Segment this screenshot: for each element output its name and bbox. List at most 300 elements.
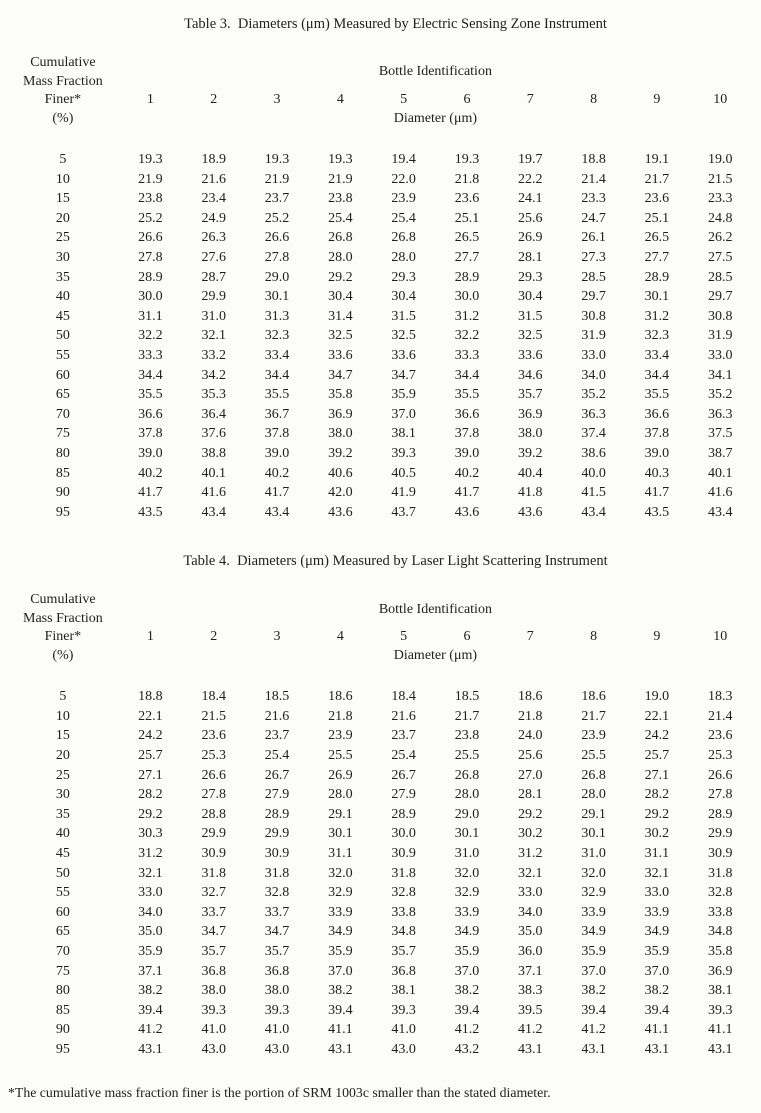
diameter-cell: 43.4 bbox=[581, 504, 606, 520]
table4-data-table bbox=[7, 591, 752, 1059]
diameter-cell: 25.7 bbox=[138, 748, 163, 764]
table-row bbox=[7, 766, 752, 786]
table-row bbox=[7, 248, 752, 268]
diameter-cell: 31.9 bbox=[708, 328, 733, 344]
diameter-cell: 29.2 bbox=[518, 806, 543, 822]
diameter-cell: 34.7 bbox=[264, 924, 290, 940]
row-label-line-1: Cumulative bbox=[30, 592, 96, 608]
table3-header bbox=[7, 54, 752, 128]
table3-body bbox=[7, 128, 752, 522]
diameter-cell: 33.6 bbox=[518, 347, 543, 363]
diameter-cell: 21.4 bbox=[581, 171, 606, 187]
diameter-cell: 39.2 bbox=[328, 445, 353, 461]
diameter-cell: 39.3 bbox=[391, 445, 416, 461]
diameter-cell: 28.0 bbox=[328, 787, 353, 803]
diameter-cell: 38.1 bbox=[391, 983, 416, 999]
table-row bbox=[7, 128, 752, 170]
diameter-cell: 28.2 bbox=[138, 787, 163, 803]
diameter-cell: 43.0 bbox=[264, 1041, 290, 1057]
mass-fraction-cell: 5 bbox=[59, 152, 67, 167]
diameter-cell: 25.5 bbox=[328, 748, 353, 764]
table-row bbox=[7, 883, 752, 903]
bottle-column-header: 10 bbox=[713, 92, 728, 107]
diameter-cell: 32.1 bbox=[518, 865, 543, 881]
table-row bbox=[7, 746, 752, 766]
diameter-cell: 27.1 bbox=[138, 767, 163, 783]
diameter-cell: 33.8 bbox=[708, 904, 733, 920]
diameter-cell: 18.6 bbox=[581, 689, 606, 705]
diameter-cell: 33.0 bbox=[644, 885, 670, 901]
table-row bbox=[7, 1040, 752, 1060]
diameter-cell: 38.1 bbox=[391, 426, 416, 442]
diameter-cell: 21.6 bbox=[201, 171, 226, 187]
diameter-cell: 33.7 bbox=[201, 904, 226, 920]
diameter-cell: 26.9 bbox=[328, 767, 353, 783]
diameter-cell: 36.3 bbox=[708, 406, 733, 422]
diameter-cell: 43.6 bbox=[518, 504, 543, 520]
diameter-cell: 32.3 bbox=[644, 328, 670, 344]
diameter-cell: 26.8 bbox=[581, 767, 606, 783]
diameter-cell: 31.8 bbox=[201, 865, 226, 881]
table3-data-table bbox=[7, 54, 752, 522]
diameter-cell: 41.0 bbox=[391, 1022, 416, 1038]
diameter-cell: 39.5 bbox=[518, 1002, 543, 1018]
diameter-cell: 33.6 bbox=[328, 347, 353, 363]
diameter-cell: 23.3 bbox=[581, 191, 606, 207]
diameter-cell: 37.0 bbox=[581, 963, 606, 979]
table-row bbox=[7, 962, 752, 982]
diameter-cell: 26.6 bbox=[201, 767, 226, 783]
diameter-cell: 22.0 bbox=[391, 171, 416, 187]
diameter-cell: 21.9 bbox=[138, 171, 163, 187]
diameter-cell: 30.4 bbox=[518, 289, 543, 305]
diameter-cell: 30.9 bbox=[708, 846, 733, 862]
diameter-cell: 35.0 bbox=[518, 924, 543, 940]
diameter-cell: 43.1 bbox=[138, 1041, 163, 1057]
diameter-cell: 24.9 bbox=[201, 210, 226, 226]
diameter-cell: 32.7 bbox=[201, 885, 226, 901]
bottle-column-header: 10 bbox=[713, 629, 728, 645]
diameter-cell: 23.3 bbox=[708, 191, 733, 207]
diameter-cell: 32.8 bbox=[264, 885, 290, 901]
bottle-column-header: 4 bbox=[336, 92, 344, 107]
diameter-cell: 32.1 bbox=[201, 328, 226, 344]
diameter-cell: 22.1 bbox=[138, 708, 163, 724]
diameter-cell: 30.1 bbox=[328, 826, 353, 842]
diameter-cell: 24.8 bbox=[708, 210, 733, 226]
row-label-line-2: Mass Fraction bbox=[23, 73, 103, 89]
diameter-cell: 29.2 bbox=[328, 269, 353, 285]
diameter-cell: 29.2 bbox=[138, 806, 163, 822]
diameter-cell: 28.0 bbox=[391, 249, 416, 265]
diameter-cell: 21.8 bbox=[518, 708, 543, 724]
diameter-cell: 30.0 bbox=[454, 289, 480, 305]
diameter-cell: 25.2 bbox=[138, 210, 163, 226]
diameter-cell: 28.9 bbox=[708, 806, 733, 822]
table-row bbox=[7, 268, 752, 288]
diameter-cell: 27.8 bbox=[708, 787, 733, 803]
diameter-cell: 23.9 bbox=[328, 728, 353, 744]
diameter-cell: 40.2 bbox=[454, 465, 480, 481]
diameter-cell: 39.4 bbox=[328, 1002, 353, 1018]
diameter-cell: 26.6 bbox=[264, 230, 290, 246]
diameter-cell: 39.4 bbox=[581, 1002, 606, 1018]
diameter-cell: 27.3 bbox=[581, 249, 606, 265]
diameter-cell: 23.9 bbox=[391, 191, 416, 207]
diameter-cell: 32.0 bbox=[581, 865, 606, 881]
diameter-cell: 33.4 bbox=[264, 347, 290, 363]
diameter-cell: 36.6 bbox=[138, 406, 163, 422]
diameter-cell: 37.6 bbox=[201, 426, 226, 442]
diameter-cell: 30.4 bbox=[328, 289, 353, 305]
diameter-cell: 24.2 bbox=[644, 728, 670, 744]
diameter-cell: 38.0 bbox=[518, 426, 543, 442]
diameter-cell: 31.0 bbox=[201, 308, 226, 324]
diameter-cell: 32.3 bbox=[264, 328, 290, 344]
bottle-column-header: 1 bbox=[146, 629, 154, 645]
diameter-cell: 19.3 bbox=[264, 152, 290, 167]
diameter-cell: 31.8 bbox=[391, 865, 416, 881]
diameter-cell: 30.9 bbox=[264, 846, 290, 862]
bottle-column-header: 6 bbox=[463, 92, 471, 107]
diameter-cell: 33.7 bbox=[264, 904, 290, 920]
diameter-cell: 35.5 bbox=[454, 387, 480, 403]
diameter-cell: 31.5 bbox=[391, 308, 416, 324]
table-row bbox=[7, 405, 752, 425]
table-row bbox=[7, 424, 752, 444]
diameter-cell: 28.8 bbox=[201, 806, 226, 822]
diameter-cell: 29.9 bbox=[708, 826, 733, 842]
diameter-cell: 39.4 bbox=[644, 1002, 670, 1018]
mass-fraction-cell: 55 bbox=[55, 347, 70, 363]
diameter-cell: 35.8 bbox=[328, 387, 353, 403]
diameter-cell: 33.9 bbox=[454, 904, 480, 920]
diameter-cell: 41.6 bbox=[201, 485, 226, 501]
diameter-cell: 25.4 bbox=[328, 210, 353, 226]
diameter-cell: 25.4 bbox=[264, 748, 290, 764]
diameter-cell: 30.9 bbox=[201, 846, 226, 862]
diameter-cell: 23.8 bbox=[328, 191, 353, 207]
diameter-cell: 28.1 bbox=[518, 249, 543, 265]
row-label-line-3: Finer* bbox=[44, 629, 82, 645]
bottle-identification-label: Bottle Identification bbox=[378, 601, 492, 617]
table-row bbox=[7, 824, 752, 844]
row-label-line-3: Finer* bbox=[44, 92, 82, 107]
diameter-cell: 39.0 bbox=[264, 445, 290, 461]
bottle-column-header: 6 bbox=[463, 629, 471, 645]
diameter-cell: 41.7 bbox=[454, 485, 480, 501]
bottle-column-header: 3 bbox=[273, 92, 281, 107]
diameter-cell: 33.3 bbox=[454, 347, 480, 363]
diameter-cell: 26.7 bbox=[391, 767, 416, 783]
diameter-cell: 31.3 bbox=[264, 308, 290, 324]
diameter-cell: 38.0 bbox=[264, 983, 290, 999]
diameter-cell: 19.1 bbox=[644, 152, 670, 167]
diameter-cell: 31.8 bbox=[708, 865, 733, 881]
bottle-column-header: 9 bbox=[653, 92, 661, 107]
diameter-cell: 26.6 bbox=[708, 767, 733, 783]
diameter-cell: 18.8 bbox=[581, 152, 606, 167]
table-row bbox=[7, 209, 752, 229]
diameter-cell: 25.6 bbox=[518, 210, 543, 226]
diameter-cell: 27.8 bbox=[201, 787, 226, 803]
mass-fraction-cell: 90 bbox=[55, 485, 70, 501]
diameter-cell: 35.8 bbox=[708, 944, 733, 959]
diameter-cell: 34.4 bbox=[454, 367, 480, 383]
diameter-cell: 41.7 bbox=[138, 485, 163, 501]
diameter-cell: 27.9 bbox=[391, 787, 416, 803]
table-row bbox=[7, 785, 752, 805]
diameter-cell: 32.2 bbox=[138, 328, 163, 344]
diameter-cell: 27.7 bbox=[644, 249, 670, 265]
diameter-cell: 30.8 bbox=[708, 308, 733, 324]
diameter-cell: 29.0 bbox=[264, 269, 290, 285]
table-row bbox=[7, 287, 752, 307]
mass-fraction-cell: 80 bbox=[55, 445, 70, 461]
diameter-cell: 31.2 bbox=[138, 846, 163, 862]
footnote: *The cumulative mass fraction finer is the portion of SRM 1003c smaller than the stated diameter. bbox=[8, 1084, 551, 1100]
diameter-cell: 36.8 bbox=[391, 963, 416, 979]
mass-fraction-cell: 75 bbox=[55, 426, 70, 442]
diameter-cell: 43.1 bbox=[328, 1041, 353, 1057]
diameter-cell: 33.9 bbox=[644, 904, 670, 920]
diameter-cell: 26.8 bbox=[454, 767, 480, 783]
diameter-cell: 21.5 bbox=[708, 171, 733, 187]
diameter-cell: 34.1 bbox=[708, 367, 733, 383]
diameter-cell: 39.0 bbox=[644, 445, 670, 461]
diameter-cell: 26.7 bbox=[264, 767, 290, 783]
mass-fraction-cell: 95 bbox=[55, 504, 70, 520]
bottle-column-header: 7 bbox=[526, 92, 534, 107]
row-label-line-1: Cumulative bbox=[30, 55, 96, 70]
diameter-cell: 25.6 bbox=[518, 748, 543, 764]
mass-fraction-cell: 65 bbox=[55, 387, 70, 403]
diameter-cell: 32.9 bbox=[581, 885, 606, 901]
diameter-cell: 35.7 bbox=[518, 387, 543, 403]
mass-fraction-cell: 30 bbox=[55, 787, 70, 803]
diameter-cell: 34.4 bbox=[264, 367, 290, 383]
diameter-cell: 18.3 bbox=[708, 689, 733, 705]
diameter-cell: 38.1 bbox=[708, 983, 733, 999]
mass-fraction-cell: 15 bbox=[55, 191, 70, 207]
diameter-cell: 43.5 bbox=[644, 504, 670, 520]
diameter-cell: 34.9 bbox=[644, 924, 670, 940]
diameter-cell: 43.4 bbox=[264, 504, 290, 520]
diameter-cell: 40.2 bbox=[264, 465, 290, 481]
table-row bbox=[7, 665, 752, 707]
mass-fraction-cell: 65 bbox=[55, 924, 70, 940]
diameter-cell: 37.0 bbox=[454, 963, 480, 979]
diameter-cell: 29.9 bbox=[264, 826, 290, 842]
diameter-cell: 18.8 bbox=[138, 689, 163, 705]
diameter-cell: 43.6 bbox=[454, 504, 480, 520]
diameter-cell: 32.5 bbox=[518, 328, 543, 344]
table-row bbox=[7, 228, 752, 248]
bottle-column-header: 5 bbox=[400, 629, 408, 645]
diameter-cell: 28.0 bbox=[454, 787, 480, 803]
diameter-cell: 22.1 bbox=[644, 708, 670, 724]
table-row bbox=[7, 326, 752, 346]
diameter-cell: 35.9 bbox=[644, 944, 670, 959]
diameter-cell: 39.0 bbox=[454, 445, 480, 461]
diameter-cell: 29.9 bbox=[201, 289, 226, 305]
bottle-column-header: 4 bbox=[336, 629, 344, 645]
diameter-cell: 38.0 bbox=[201, 983, 226, 999]
diameter-cell: 36.6 bbox=[644, 406, 670, 422]
diameter-cell: 43.1 bbox=[581, 1041, 606, 1057]
diameter-cell: 33.4 bbox=[644, 347, 670, 363]
diameter-cell: 34.4 bbox=[138, 367, 163, 383]
table-row bbox=[7, 922, 752, 942]
diameter-cell: 30.1 bbox=[644, 289, 670, 305]
diameter-cell: 43.6 bbox=[328, 504, 353, 520]
diameter-cell: 33.6 bbox=[391, 347, 416, 363]
diameter-cell: 18.9 bbox=[201, 152, 226, 167]
diameter-cell: 32.5 bbox=[328, 328, 353, 344]
diameter-cell: 28.9 bbox=[391, 806, 416, 822]
diameter-cell: 41.7 bbox=[644, 485, 670, 501]
diameter-cell: 35.5 bbox=[138, 387, 163, 403]
diameter-cell: 28.1 bbox=[518, 787, 543, 803]
diameter-cell: 35.7 bbox=[264, 944, 290, 959]
diameter-cell: 30.1 bbox=[581, 826, 606, 842]
diameter-cell: 36.9 bbox=[518, 406, 543, 422]
table-row bbox=[7, 483, 752, 503]
diameter-cell: 43.7 bbox=[391, 504, 416, 520]
table-row bbox=[7, 707, 752, 727]
diameter-cell: 38.2 bbox=[644, 983, 670, 999]
diameter-cell: 26.8 bbox=[328, 230, 353, 246]
bottle-column-header: 8 bbox=[590, 629, 598, 645]
diameter-cell: 30.9 bbox=[391, 846, 416, 862]
diameter-cell: 43.4 bbox=[708, 504, 733, 520]
mass-fraction-cell: 10 bbox=[55, 708, 70, 724]
diameter-cell: 21.8 bbox=[328, 708, 353, 724]
table-row bbox=[7, 346, 752, 366]
diameter-cell: 35.3 bbox=[201, 387, 226, 403]
diameter-cell: 34.7 bbox=[391, 367, 416, 383]
diameter-cell: 18.4 bbox=[201, 689, 226, 705]
diameter-cell: 39.4 bbox=[138, 1002, 163, 1018]
mass-fraction-cell: 15 bbox=[55, 728, 70, 744]
diameter-cell: 43.2 bbox=[454, 1041, 480, 1057]
diameter-cell: 35.7 bbox=[391, 944, 416, 959]
diameter-cell: 28.9 bbox=[644, 269, 670, 285]
diameter-cell: 43.1 bbox=[644, 1041, 670, 1057]
diameter-cell: 40.3 bbox=[644, 465, 670, 481]
table-row bbox=[7, 503, 752, 523]
diameter-cell: 31.8 bbox=[264, 865, 290, 881]
mass-fraction-cell: 45 bbox=[55, 846, 70, 862]
diameter-cell: 35.9 bbox=[138, 944, 163, 959]
bottle-identification-label: Bottle Identification bbox=[378, 64, 492, 80]
diameter-cell: 26.6 bbox=[138, 230, 163, 246]
diameter-cell: 25.3 bbox=[708, 748, 733, 764]
diameter-cell: 25.1 bbox=[454, 210, 480, 226]
table-row bbox=[7, 189, 752, 209]
mass-fraction-cell: 5 bbox=[59, 689, 67, 705]
diameter-cell: 21.9 bbox=[264, 171, 290, 187]
diameter-cell: 30.1 bbox=[264, 289, 290, 305]
diameter-cell: 18.4 bbox=[391, 689, 416, 705]
diameter-cell: 25.5 bbox=[454, 748, 480, 764]
diameter-cell: 41.2 bbox=[581, 1022, 606, 1038]
diameter-cell: 38.3 bbox=[518, 983, 543, 999]
diameter-cell: 32.2 bbox=[454, 328, 480, 344]
diameter-cell: 33.0 bbox=[708, 347, 733, 363]
diameter-cell: 18.6 bbox=[328, 689, 353, 705]
diameter-cell: 18.6 bbox=[518, 689, 543, 705]
diameter-cell: 25.1 bbox=[644, 210, 670, 226]
diameter-cell: 35.9 bbox=[454, 944, 480, 959]
diameter-cell: 19.7 bbox=[518, 152, 543, 167]
diameter-cell: 34.0 bbox=[581, 367, 606, 383]
row-label-line-4: (%) bbox=[52, 647, 74, 663]
diameter-cell: 33.0 bbox=[518, 885, 543, 901]
diameter-cell: 32.9 bbox=[328, 885, 353, 901]
diameter-cell: 35.9 bbox=[581, 944, 606, 959]
mass-fraction-cell: 55 bbox=[55, 885, 70, 901]
table-row bbox=[7, 864, 752, 884]
diameter-cell: 36.8 bbox=[264, 963, 290, 979]
table-row bbox=[7, 385, 752, 405]
diameter-cell: 36.4 bbox=[201, 406, 226, 422]
table4-body bbox=[7, 665, 752, 1059]
diameter-cell: 27.1 bbox=[644, 767, 670, 783]
diameter-unit-label: Diameter (μm) bbox=[393, 110, 478, 126]
diameter-cell: 33.8 bbox=[391, 904, 416, 920]
diameter-cell: 37.8 bbox=[264, 426, 290, 442]
diameter-cell: 36.8 bbox=[201, 963, 226, 979]
row-label-line-4: (%) bbox=[52, 110, 74, 126]
diameter-cell: 29.1 bbox=[581, 806, 606, 822]
diameter-cell: 36.9 bbox=[328, 406, 353, 422]
diameter-cell: 41.1 bbox=[644, 1022, 670, 1038]
diameter-cell: 23.8 bbox=[138, 191, 163, 207]
diameter-cell: 35.5 bbox=[644, 387, 670, 403]
diameter-cell: 26.1 bbox=[581, 230, 606, 246]
diameter-cell: 34.9 bbox=[454, 924, 480, 940]
diameter-cell: 34.4 bbox=[644, 367, 670, 383]
diameter-cell: 40.4 bbox=[518, 465, 543, 481]
diameter-cell: 42.0 bbox=[328, 485, 353, 501]
diameter-cell: 33.3 bbox=[138, 347, 163, 363]
diameter-cell: 37.1 bbox=[138, 963, 163, 979]
diameter-cell: 30.1 bbox=[454, 826, 480, 842]
diameter-cell: 23.4 bbox=[201, 191, 226, 207]
diameter-cell: 37.0 bbox=[644, 963, 670, 979]
diameter-cell: 26.3 bbox=[201, 230, 226, 246]
diameter-cell: 31.0 bbox=[454, 846, 480, 862]
diameter-cell: 23.6 bbox=[708, 728, 733, 744]
diameter-cell: 40.5 bbox=[391, 465, 416, 481]
diameter-cell: 19.3 bbox=[328, 152, 353, 167]
diameter-cell: 28.0 bbox=[581, 787, 606, 803]
diameter-cell: 33.0 bbox=[138, 885, 163, 901]
table-row bbox=[7, 366, 752, 386]
diameter-cell: 32.8 bbox=[391, 885, 416, 901]
diameter-cell: 29.3 bbox=[518, 269, 543, 285]
diameter-unit-label: Diameter (μm) bbox=[393, 647, 478, 663]
diameter-cell: 36.7 bbox=[264, 406, 290, 422]
mass-fraction-cell: 95 bbox=[55, 1041, 70, 1057]
diameter-cell: 38.2 bbox=[454, 983, 480, 999]
mass-fraction-cell: 40 bbox=[55, 826, 70, 842]
diameter-cell: 41.5 bbox=[581, 485, 606, 501]
table4-section bbox=[0, 522, 761, 1059]
diameter-cell: 26.5 bbox=[644, 230, 670, 246]
table-row bbox=[7, 464, 752, 484]
